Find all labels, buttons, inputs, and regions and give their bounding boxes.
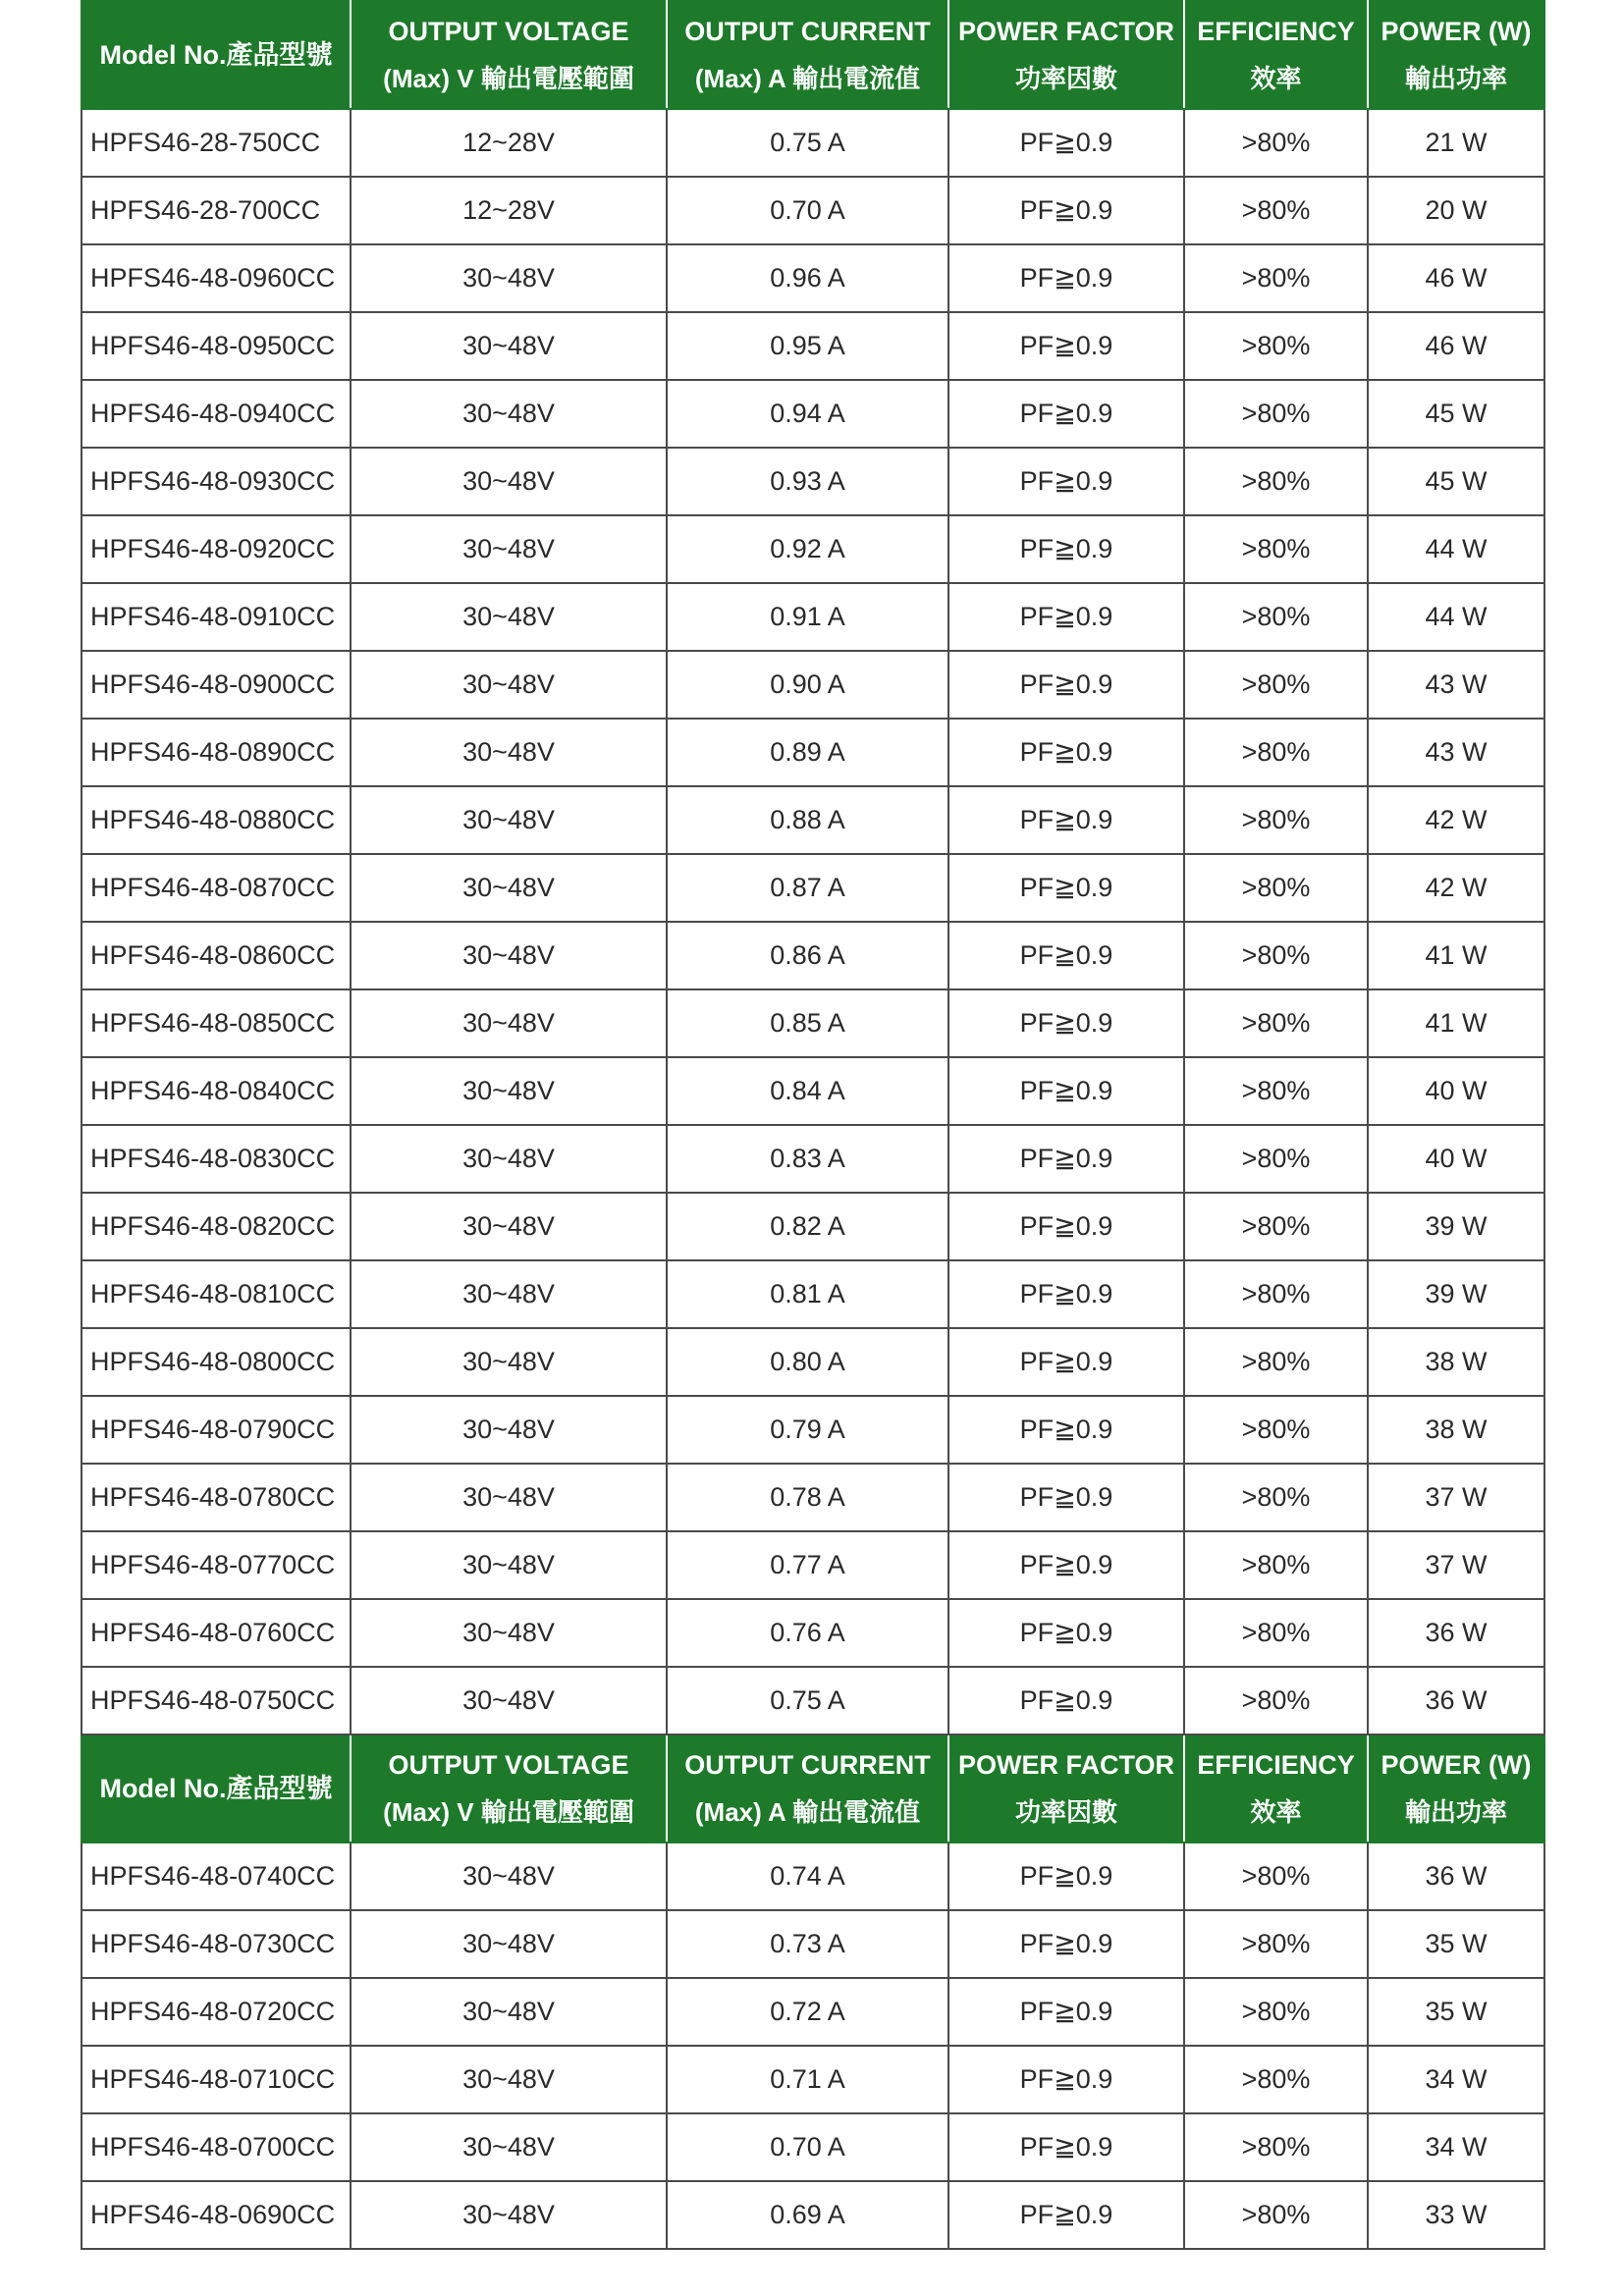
cell-efficiency: >80%: [1184, 1910, 1368, 1978]
header-pf-subtitle: 功率因數: [1014, 1797, 1117, 1827]
table-row: [81, 854, 1544, 922]
cell-efficiency: >80%: [1184, 786, 1368, 854]
cell-power: 35 W: [1368, 1978, 1544, 2046]
cell-model: HPFS46-48-0820CC: [81, 1193, 351, 1260]
cell-power: 36 W: [1368, 1842, 1544, 1910]
cell-model: HPFS46-48-0900CC: [81, 651, 351, 719]
cell-efficiency: >80%: [1184, 1193, 1368, 1260]
header-voltage: [351, 1735, 667, 1842]
cell-power-factor: PF≧0.9: [948, 1531, 1184, 1599]
cell-efficiency: >80%: [1184, 312, 1368, 380]
header-voltage-title: OUTPUT VOLTAGE: [388, 1750, 629, 1780]
cell-current: 0.78 A: [667, 1464, 948, 1531]
cell-power: 36 W: [1368, 1667, 1544, 1735]
cell-power-factor: PF≧0.9: [948, 1193, 1184, 1260]
table-row: [81, 109, 1544, 177]
cell-power: 37 W: [1368, 1464, 1544, 1531]
cell-power: 39 W: [1368, 1193, 1544, 1260]
header-current-subtitle: (Max) A 輸出電流值: [694, 64, 921, 93]
cell-voltage: 30~48V: [351, 1193, 667, 1260]
cell-current: 0.86 A: [667, 922, 948, 989]
cell-model: HPFS46-48-0760CC: [81, 1599, 351, 1667]
cell-model: HPFS46-48-0840CC: [81, 1057, 351, 1125]
cell-efficiency: >80%: [1184, 448, 1368, 515]
cell-voltage: 30~48V: [351, 448, 667, 515]
cell-voltage: 30~48V: [351, 2181, 667, 2249]
cell-voltage: 30~48V: [351, 2113, 667, 2181]
cell-efficiency: >80%: [1184, 2181, 1368, 2249]
cell-current: 0.79 A: [667, 1396, 948, 1464]
table-row: [81, 312, 1544, 380]
cell-voltage: 30~48V: [351, 1599, 667, 1667]
table-row: [81, 719, 1544, 786]
cell-power-factor: PF≧0.9: [948, 583, 1184, 651]
cell-current: 0.87 A: [667, 854, 948, 922]
cell-power-factor: PF≧0.9: [948, 1396, 1184, 1464]
cell-efficiency: >80%: [1184, 1531, 1368, 1599]
header-model: [81, 1, 351, 109]
spec-table: [81, 0, 1545, 2250]
table-row: [81, 177, 1544, 244]
cell-model: HPFS46-28-700CC: [81, 177, 351, 244]
cell-efficiency: >80%: [1184, 177, 1368, 244]
cell-efficiency: >80%: [1184, 1464, 1368, 1531]
cell-voltage: 12~28V: [351, 177, 667, 244]
table-row: [81, 1464, 1544, 1531]
cell-model: HPFS46-48-0740CC: [81, 1842, 351, 1910]
header-power-subtitle: 輸出功率: [1404, 1797, 1507, 1827]
cell-power: 36 W: [1368, 1599, 1544, 1667]
cell-power-factor: PF≧0.9: [948, 1978, 1184, 2046]
header-pf-subtitle: 功率因數: [1014, 64, 1117, 93]
cell-current: 0.95 A: [667, 312, 948, 380]
cell-power-factor: PF≧0.9: [948, 312, 1184, 380]
cell-efficiency: >80%: [1184, 1125, 1368, 1193]
cell-model: HPFS46-48-0800CC: [81, 1328, 351, 1396]
cell-power-factor: PF≧0.9: [948, 244, 1184, 312]
cell-current: 0.92 A: [667, 515, 948, 583]
cell-power-factor: PF≧0.9: [948, 2181, 1184, 2249]
cell-power: 44 W: [1368, 583, 1544, 651]
cell-power-factor: PF≧0.9: [948, 1842, 1184, 1910]
cell-voltage: 30~48V: [351, 1125, 667, 1193]
table-row: [81, 1978, 1544, 2046]
cell-power-factor: PF≧0.9: [948, 1910, 1184, 1978]
table-row: [81, 2113, 1544, 2181]
cell-efficiency: >80%: [1184, 922, 1368, 989]
table-row: [81, 1910, 1544, 1978]
header-efficiency-subtitle: 效率: [1250, 1797, 1302, 1827]
cell-power-factor: PF≧0.9: [948, 922, 1184, 989]
header-pf-title: POWER FACTOR: [957, 17, 1174, 46]
header-voltage-title: OUTPUT VOLTAGE: [388, 17, 629, 46]
spec-table-body: [81, 1, 1544, 2249]
cell-efficiency: >80%: [1184, 1260, 1368, 1328]
cell-model: HPFS46-48-0930CC: [81, 448, 351, 515]
table-row: [81, 244, 1544, 312]
header-efficiency-title: EFFICIENCY: [1197, 1750, 1355, 1780]
cell-power: 41 W: [1368, 922, 1544, 989]
cell-power-factor: PF≧0.9: [948, 109, 1184, 177]
cell-efficiency: >80%: [1184, 651, 1368, 719]
cell-model: HPFS46-48-0710CC: [81, 2046, 351, 2113]
cell-power: 35 W: [1368, 1910, 1544, 1978]
cell-voltage: 30~48V: [351, 1978, 667, 2046]
cell-voltage: 30~48V: [351, 244, 667, 312]
cell-model: HPFS46-48-0940CC: [81, 380, 351, 448]
cell-power: 40 W: [1368, 1125, 1544, 1193]
header-power-title: POWER (W): [1380, 17, 1532, 46]
cell-current: 0.82 A: [667, 1193, 948, 1260]
cell-voltage: 30~48V: [351, 854, 667, 922]
cell-voltage: 30~48V: [351, 786, 667, 854]
cell-current: 0.72 A: [667, 1978, 948, 2046]
cell-model: HPFS46-48-0950CC: [81, 312, 351, 380]
cell-voltage: 30~48V: [351, 1910, 667, 1978]
cell-power: 37 W: [1368, 1531, 1544, 1599]
cell-voltage: 30~48V: [351, 1328, 667, 1396]
cell-voltage: 30~48V: [351, 1531, 667, 1599]
cell-model: HPFS46-48-0700CC: [81, 2113, 351, 2181]
table-row: [81, 1260, 1544, 1328]
table-row: [81, 989, 1544, 1057]
header-voltage: [351, 1, 667, 109]
cell-power-factor: PF≧0.9: [948, 719, 1184, 786]
cell-power: 38 W: [1368, 1328, 1544, 1396]
cell-power: 38 W: [1368, 1396, 1544, 1464]
header-row: [81, 1735, 1544, 1842]
header-current-title: OUTPUT CURRENT: [684, 17, 931, 46]
cell-power: 41 W: [1368, 989, 1544, 1057]
table-row: [81, 2181, 1544, 2249]
cell-efficiency: >80%: [1184, 1842, 1368, 1910]
cell-model: HPFS46-48-0890CC: [81, 719, 351, 786]
cell-power-factor: PF≧0.9: [948, 651, 1184, 719]
header-power: [1368, 1, 1544, 109]
cell-model: HPFS46-48-0730CC: [81, 1910, 351, 1978]
cell-power-factor: PF≧0.9: [948, 1464, 1184, 1531]
header-efficiency: [1184, 1735, 1368, 1842]
cell-power: 46 W: [1368, 244, 1544, 312]
cell-model: HPFS46-48-0880CC: [81, 786, 351, 854]
cell-model: HPFS46-48-0790CC: [81, 1396, 351, 1464]
table-row: [81, 922, 1544, 989]
cell-power-factor: PF≧0.9: [948, 989, 1184, 1057]
header-pf: [948, 1735, 1184, 1842]
header-pf-title: POWER FACTOR: [957, 1750, 1174, 1780]
header-model-label: Model No.產品型號: [99, 1774, 333, 1803]
cell-power: 42 W: [1368, 786, 1544, 854]
header-power: [1368, 1735, 1544, 1842]
header-voltage-subtitle: (Max) V 輸出電壓範圍: [383, 1797, 634, 1827]
cell-efficiency: >80%: [1184, 854, 1368, 922]
header-efficiency-subtitle: 效率: [1250, 64, 1302, 93]
header-current: [667, 1735, 948, 1842]
header-model: [81, 1735, 351, 1842]
cell-efficiency: >80%: [1184, 1978, 1368, 2046]
cell-current: 0.69 A: [667, 2181, 948, 2249]
cell-power-factor: PF≧0.9: [948, 448, 1184, 515]
cell-efficiency: >80%: [1184, 583, 1368, 651]
cell-power-factor: PF≧0.9: [948, 1057, 1184, 1125]
cell-efficiency: >80%: [1184, 244, 1368, 312]
table-row: [81, 1842, 1544, 1910]
table-row: [81, 651, 1544, 719]
cell-current: 0.85 A: [667, 989, 948, 1057]
cell-power-factor: PF≧0.9: [948, 854, 1184, 922]
table-row: [81, 515, 1544, 583]
cell-model: HPFS46-48-0770CC: [81, 1531, 351, 1599]
cell-power: 34 W: [1368, 2113, 1544, 2181]
table-row: [81, 380, 1544, 448]
header-efficiency-title: EFFICIENCY: [1197, 17, 1355, 46]
header-power-title: POWER (W): [1380, 1750, 1532, 1780]
cell-voltage: 30~48V: [351, 583, 667, 651]
cell-model: HPFS46-28-750CC: [81, 109, 351, 177]
cell-efficiency: >80%: [1184, 1057, 1368, 1125]
cell-model: HPFS46-48-0910CC: [81, 583, 351, 651]
table-row: [81, 448, 1544, 515]
cell-voltage: 12~28V: [351, 109, 667, 177]
cell-efficiency: >80%: [1184, 719, 1368, 786]
cell-voltage: 30~48V: [351, 312, 667, 380]
cell-voltage: 30~48V: [351, 515, 667, 583]
cell-voltage: 30~48V: [351, 1396, 667, 1464]
cell-power-factor: PF≧0.9: [948, 177, 1184, 244]
cell-power-factor: PF≧0.9: [948, 1599, 1184, 1667]
cell-model: HPFS46-48-0830CC: [81, 1125, 351, 1193]
table-row: [81, 1396, 1544, 1464]
cell-power-factor: PF≧0.9: [948, 1260, 1184, 1328]
cell-power-factor: PF≧0.9: [948, 1667, 1184, 1735]
table-row: [81, 2046, 1544, 2113]
cell-power-factor: PF≧0.9: [948, 1125, 1184, 1193]
cell-power: 42 W: [1368, 854, 1544, 922]
header-pf: [948, 1, 1184, 109]
cell-efficiency: >80%: [1184, 1328, 1368, 1396]
cell-current: 0.94 A: [667, 380, 948, 448]
cell-power: 43 W: [1368, 651, 1544, 719]
cell-current: 0.75 A: [667, 109, 948, 177]
cell-power: 33 W: [1368, 2181, 1544, 2249]
cell-power: 45 W: [1368, 448, 1544, 515]
cell-current: 0.93 A: [667, 448, 948, 515]
header-voltage-subtitle: (Max) V 輸出電壓範圍: [383, 64, 634, 93]
cell-voltage: 30~48V: [351, 2046, 667, 2113]
cell-current: 0.70 A: [667, 2113, 948, 2181]
cell-efficiency: >80%: [1184, 515, 1368, 583]
cell-current: 0.75 A: [667, 1667, 948, 1735]
cell-efficiency: >80%: [1184, 1396, 1368, 1464]
cell-efficiency: >80%: [1184, 2113, 1368, 2181]
cell-voltage: 30~48V: [351, 1464, 667, 1531]
cell-power-factor: PF≧0.9: [948, 2046, 1184, 2113]
cell-model: HPFS46-48-0870CC: [81, 854, 351, 922]
cell-current: 0.70 A: [667, 177, 948, 244]
cell-current: 0.81 A: [667, 1260, 948, 1328]
header-power-subtitle: 輸出功率: [1404, 64, 1507, 93]
cell-model: HPFS46-48-0860CC: [81, 922, 351, 989]
cell-power-factor: PF≧0.9: [948, 1328, 1184, 1396]
header-efficiency: [1184, 1, 1368, 109]
cell-voltage: 30~48V: [351, 922, 667, 989]
table-row: [81, 583, 1544, 651]
table-row: [81, 786, 1544, 854]
cell-efficiency: >80%: [1184, 1599, 1368, 1667]
cell-model: HPFS46-48-0810CC: [81, 1260, 351, 1328]
table-row: [81, 1328, 1544, 1396]
cell-current: 0.80 A: [667, 1328, 948, 1396]
cell-power-factor: PF≧0.9: [948, 380, 1184, 448]
cell-model: HPFS46-48-0750CC: [81, 1667, 351, 1735]
header-current-title: OUTPUT CURRENT: [684, 1750, 931, 1780]
cell-efficiency: >80%: [1184, 1667, 1368, 1735]
cell-voltage: 30~48V: [351, 1260, 667, 1328]
cell-current: 0.83 A: [667, 1125, 948, 1193]
cell-current: 0.91 A: [667, 583, 948, 651]
cell-voltage: 30~48V: [351, 1057, 667, 1125]
cell-power: 43 W: [1368, 719, 1544, 786]
cell-current: 0.90 A: [667, 651, 948, 719]
cell-current: 0.89 A: [667, 719, 948, 786]
cell-voltage: 30~48V: [351, 651, 667, 719]
cell-efficiency: >80%: [1184, 109, 1368, 177]
table-row: [81, 1057, 1544, 1125]
cell-model: HPFS46-48-0690CC: [81, 2181, 351, 2249]
cell-voltage: 30~48V: [351, 380, 667, 448]
cell-power: 45 W: [1368, 380, 1544, 448]
cell-model: HPFS46-48-0720CC: [81, 1978, 351, 2046]
cell-efficiency: >80%: [1184, 380, 1368, 448]
table-row: [81, 1193, 1544, 1260]
cell-power-factor: PF≧0.9: [948, 786, 1184, 854]
header-row: [81, 1, 1544, 109]
table-row: [81, 1667, 1544, 1735]
cell-voltage: 30~48V: [351, 989, 667, 1057]
cell-current: 0.88 A: [667, 786, 948, 854]
cell-power: 40 W: [1368, 1057, 1544, 1125]
header-model-label: Model No.產品型號: [99, 40, 333, 70]
cell-current: 0.77 A: [667, 1531, 948, 1599]
cell-power-factor: PF≧0.9: [948, 515, 1184, 583]
cell-power: 39 W: [1368, 1260, 1544, 1328]
cell-voltage: 30~48V: [351, 1667, 667, 1735]
cell-current: 0.73 A: [667, 1910, 948, 1978]
cell-current: 0.76 A: [667, 1599, 948, 1667]
cell-power: 20 W: [1368, 177, 1544, 244]
header-current-subtitle: (Max) A 輸出電流值: [694, 1797, 921, 1827]
cell-model: HPFS46-48-0920CC: [81, 515, 351, 583]
cell-model: HPFS46-48-0960CC: [81, 244, 351, 312]
table-row: [81, 1125, 1544, 1193]
cell-power-factor: PF≧0.9: [948, 2113, 1184, 2181]
cell-current: 0.96 A: [667, 244, 948, 312]
cell-current: 0.71 A: [667, 2046, 948, 2113]
cell-efficiency: >80%: [1184, 989, 1368, 1057]
cell-current: 0.84 A: [667, 1057, 948, 1125]
cell-current: 0.74 A: [667, 1842, 948, 1910]
cell-efficiency: >80%: [1184, 2046, 1368, 2113]
cell-model: HPFS46-48-0850CC: [81, 989, 351, 1057]
cell-power: 44 W: [1368, 515, 1544, 583]
cell-power: 46 W: [1368, 312, 1544, 380]
table-row: [81, 1599, 1544, 1667]
table-row: [81, 1531, 1544, 1599]
cell-power: 21 W: [1368, 109, 1544, 177]
cell-voltage: 30~48V: [351, 1842, 667, 1910]
header-current: [667, 1, 948, 109]
cell-model: HPFS46-48-0780CC: [81, 1464, 351, 1531]
cell-power: 34 W: [1368, 2046, 1544, 2113]
cell-voltage: 30~48V: [351, 719, 667, 786]
